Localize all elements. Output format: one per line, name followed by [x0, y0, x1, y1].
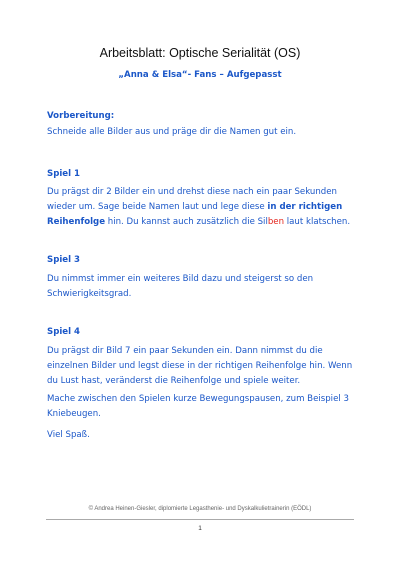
heading-spiel-1: Spiel 1 [47, 169, 81, 179]
paragraph-viel-spass: Viel Spaß. [47, 430, 90, 440]
heading-spiel-4: Spiel 4 [47, 327, 81, 337]
spiel-1-text-part-b: hin. Du kannst auch zusätzlich die Sil [105, 217, 268, 227]
footer-credit: © Andrea Heinen-Giesler, diplomierte Legasthenie- und Dyskalkulietrainerin (EÖDL) [88, 506, 312, 512]
spiel-1-text-part-a: Du prägst dir 2 Bilder ein und drehst diese nach ein paar Sekunden wieder um. Sage beide Namen laut und lege diese [47, 187, 337, 212]
spiel-1-text-part-c: laut klatschen. [284, 217, 351, 227]
paragraph-bewegungspausen: Mache zwischen den Spielen kurze Bewegungspausen, zum Beispiel 3 Kniebeugen. [47, 394, 349, 419]
page-number: 1 [198, 525, 202, 532]
paragraph-vorbereitung: Schneide alle Bilder aus und präge dir die Namen gut ein. [47, 127, 297, 137]
heading-spiel-3: Spiel 3 [47, 255, 81, 265]
paragraph-spiel-4: Du prägst dir Bild 7 ein paar Sekunden ein. Dann nimmst du die einzelnen Bilder und legst diese in der richtigen Reihenfolge hin. Wenn du Lust hast, veränderst die Reihenfolge und spiele weiter. [47, 346, 353, 386]
paragraph-spiel-3: Du nimmst immer ein weiteres Bild dazu und steigerst so den Schwierigkeitsgrad. [47, 274, 314, 299]
footer-divider [46, 519, 354, 520]
page-subtitle: „Anna & Elsa“- Fans – Aufgepasst [118, 70, 282, 80]
page-title: Arbeitsblatt: Optische Serialität (OS) [99, 46, 301, 60]
paragraph-spiel-1 [47, 185, 362, 230]
heading-vorbereitung: Vorbereitung: [47, 111, 115, 121]
spiel-1-red-syllable: ben [267, 217, 285, 227]
spiel-1-bold-phrase: in der richtigen Reihenfolge [47, 202, 343, 227]
